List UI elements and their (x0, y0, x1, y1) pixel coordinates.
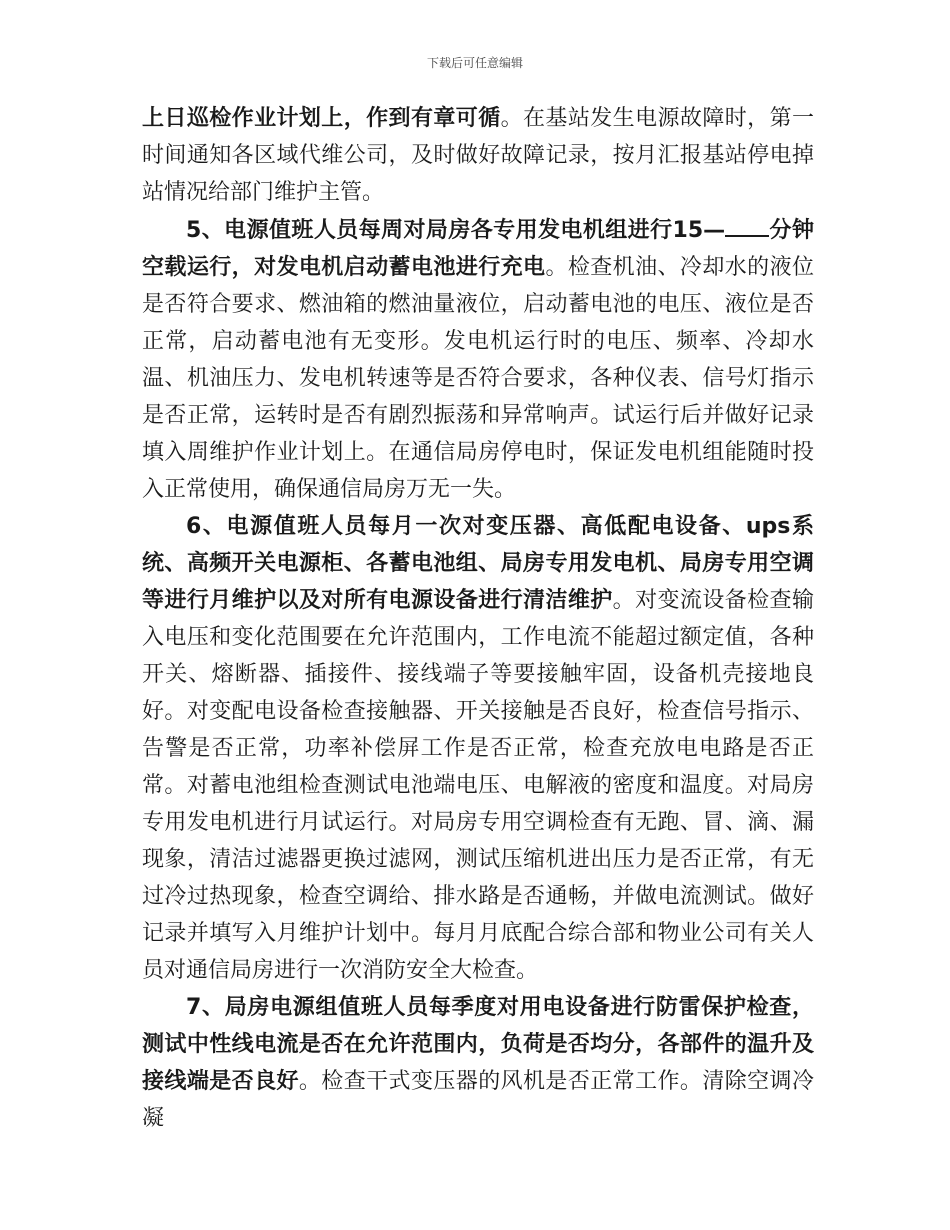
paragraph-bold-text: 上日巡检作业计划上，作到有章可循 (142, 106, 501, 131)
paragraph-item-5 (142, 211, 814, 508)
paragraph-text: 。检查干式变压器的风机是否正常工作。清除空调冷凝 (142, 1069, 814, 1131)
paragraph-bold-text: 5、电源值班人员每周对局房各专用发电机组进行15— (186, 218, 726, 243)
paragraph-text: 。在基站发生电源故障时，第一时间通知各区域代维公司，及时做好故障记录，按月汇报基站停电掉站情况给部门维护主管。 (142, 106, 814, 205)
paragraph-item-6 (142, 508, 814, 989)
page-header: 下载后可任意编辑 (426, 56, 523, 70)
paragraph-text: 。检查机油、冷却水的液位是否符合要求、燃油箱的燃油量液位，启动蓄电池的电压、液位是否正常，启动蓄电池有无变形。发电机运行时的电压、频率、冷却水温、机油压力、发电机转速等是否符合要求，各种仪表、信号灯指示是否正常，运转时是否有剧烈振荡和异常响声。试运行后并做好记录填入周维护作业计划上。在通信局房停电时，保证发电机组能随时投入正常使用，确保通信局房万无一失。 (142, 255, 814, 502)
paragraph-bold-text: 6、电源值班人员每月一次对变压器、高低配电设备、ups系统、高频开关电源柜、各蓄电池组、局房专用发电机、局房专用空调等进行月维护以及对所有电源设备进行清洁维护 (142, 514, 814, 613)
paragraph-continuation (142, 100, 814, 211)
fill-in-blank (725, 211, 769, 237)
paragraph-item-7 (142, 989, 814, 1137)
paragraph-bold-text: 分钟空载运行，对发电机启动蓄电池进行充电 (142, 218, 814, 280)
paragraph-bold-text: 7、局房电源组值班人员每季度对用电设备进行防雷保护检查，测试中性线电流是否在允许范围内，负荷是否均分，各部件的温升及接线端是否良好 (142, 995, 814, 1094)
document-body (142, 100, 814, 1137)
paragraph-text: 。对变流设备检查输入电压和变化范围要在允许范围内，工作电流不能超过额定值，各种开关、熔断器、插接件、接线端子等要接触牢固，设备机壳接地良好。对变配电设备检查接触器、开关接触是否良好，检查信号指示、告警是否正常，功率补偿屏工作是否正常，检查充放电电路是否正常。对蓄电池组检查测试电池端电压、电解液的密度和温度。对局房专用发电机进行月试运行。对局房专用空调检查有无跑、冒、滴、漏现象，清洁过滤器更换过滤网，测试压缩机进出压力是否正常，有无过冷过热现象，检查空调给、排水路是否通畅，并做电流测试。做好记录并填写入月维护计划中。每月月底配合综合部和物业公司有关人员对通信局房进行一次消防安全大检查。 (142, 588, 814, 983)
